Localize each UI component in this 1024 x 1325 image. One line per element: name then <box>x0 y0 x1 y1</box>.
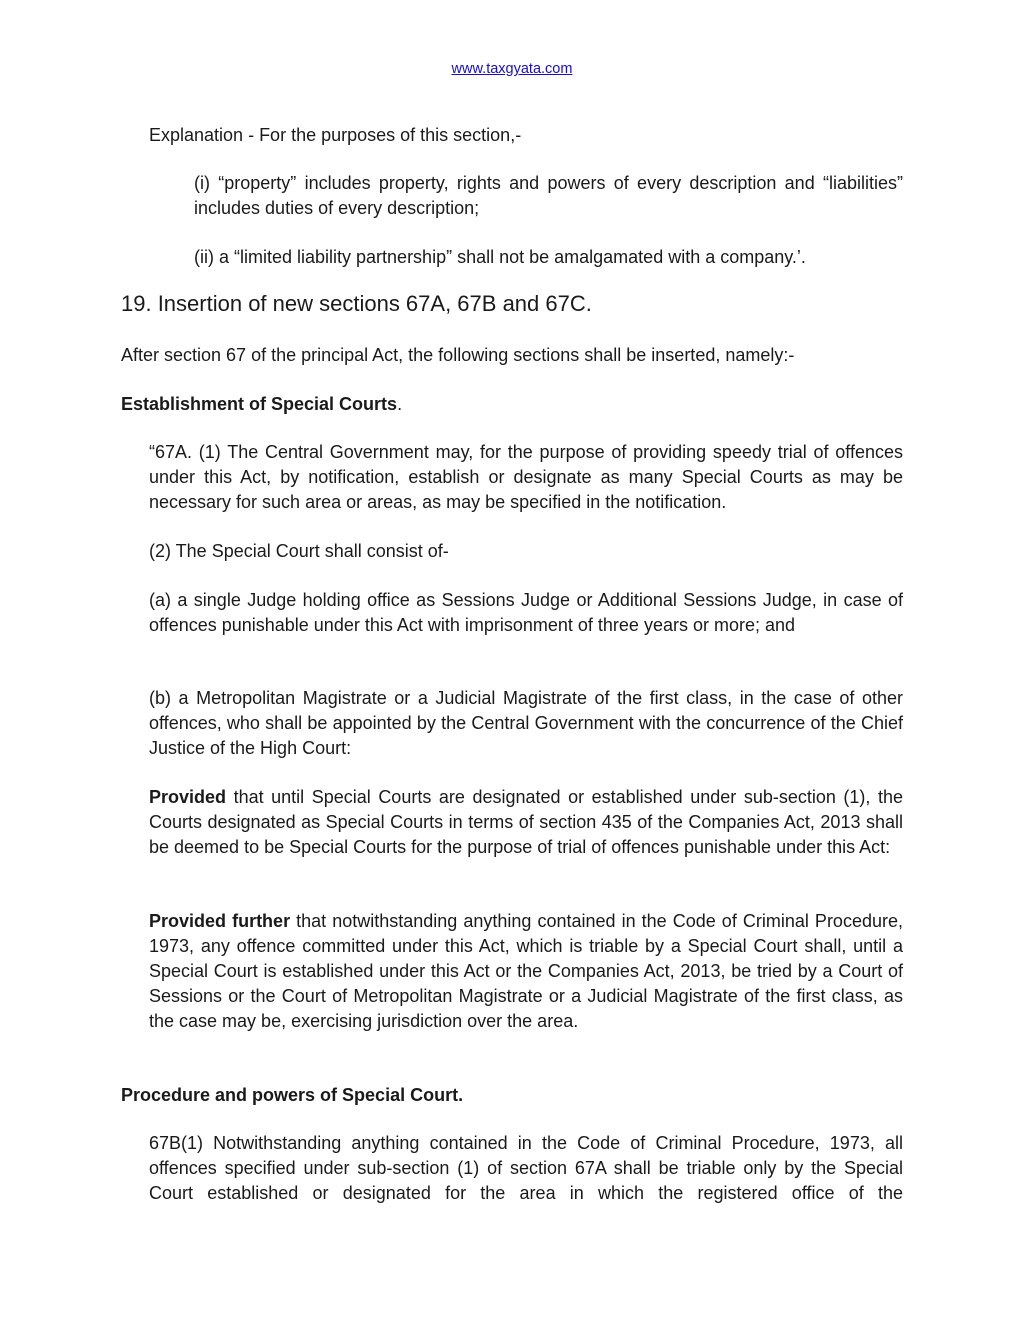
explanation-item-i: (i) “property” includes property, rights and powers of every description and “liabilities” includes duties of every description; <box>194 173 903 218</box>
proviso-2-lead: Provided further <box>149 911 291 931</box>
proviso-1 <box>149 785 903 860</box>
subheading-special-courts-text: Establishment of Special Courts <box>121 394 398 414</box>
paragraph-67a-1: “67A. (1) The Central Government may, for the purpose of providing speedy trial of offences under this Act, by notification, establish or designate as many Special Courts as may be necessary for such area or areas, as may be specified in the notification. <box>149 442 903 512</box>
subheading-procedure: Procedure and powers of Special Court. <box>121 1085 464 1105</box>
paragraph-67a-2a: (a) a single Judge holding office as Sessions Judge or Additional Sessions Judge, in case of offences punishable under this Act with imprisonment of three years or more; and <box>149 590 903 635</box>
section-intro: After section 67 of the principal Act, the following sections shall be inserted, namely:- <box>121 345 795 365</box>
proviso-1-text: that until Special Courts are designated or established under sub-section (1), the Courts designated as Special Courts in terms of section 435 of the Companies Act, 2013 shall be deemed to be Special Courts for the purpose of trial of offences punishable under this Act: <box>149 787 903 857</box>
section-heading: 19. Insertion of new sections 67A, 67B and 67C. <box>121 291 592 316</box>
paragraph-67a-2b: (b) a Metropolitan Magistrate or a Judicial Magistrate of the first class, in the case of other offences, who shall be appointed by the Central Government with the concurrence of the Chief Justice of the High Court: <box>149 688 903 758</box>
proviso-2-text: that notwithstanding anything contained in the Code of Criminal Procedure, 1973, any offence committed under this Act, which is triable by a Special Court shall, until a Special Court is established under this Act or the Companies Act, 2013, be tried by a Court of Sessions or the Court of Metropolitan Magistrate or a Judicial Magistrate of the first class, as the case may be, exercising jurisdiction over the area. <box>149 911 903 1031</box>
subheading-special-courts <box>121 392 903 417</box>
explanation-item-ii: (ii) a “limited liability partnership” shall not be amalgamated with a company.’. <box>194 247 806 267</box>
proviso-1-lead: Provided <box>149 787 227 807</box>
subheading-period: . <box>397 394 403 414</box>
explanation-intro: Explanation - For the purposes of this section,- <box>149 125 522 145</box>
paragraph-67a-2: (2) The Special Court shall consist of- <box>149 541 449 561</box>
paragraph-67b-1: 67B(1) Notwithstanding anything contained in the Code of Criminal Procedure, 1973, all offences specified under sub-section (1) of section 67A shall be triable only by the Special Court established or designated for the area in which the registered office of the <box>149 1133 903 1203</box>
site-link[interactable]: www.taxgyata.com <box>451 61 573 77</box>
proviso-2 <box>149 909 903 1034</box>
